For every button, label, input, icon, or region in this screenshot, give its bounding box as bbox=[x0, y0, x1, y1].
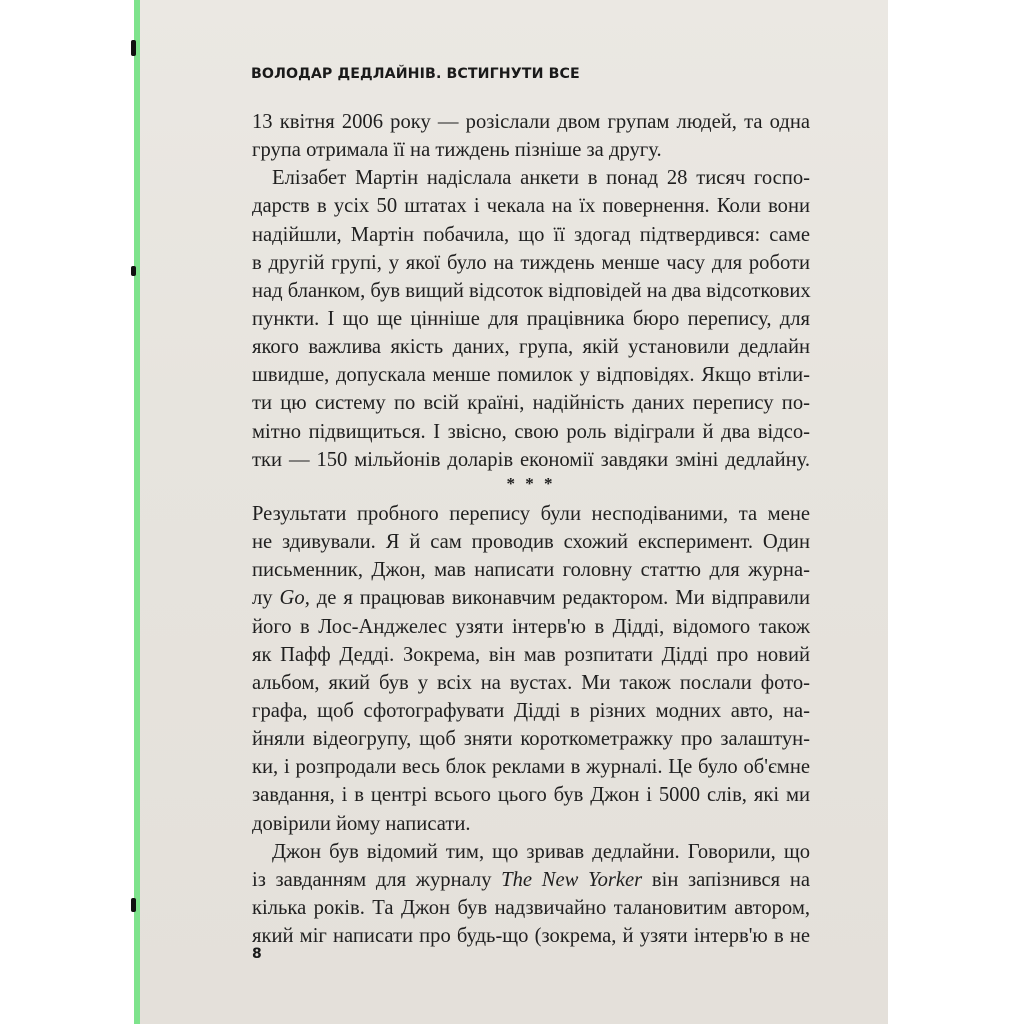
text-line: який міг написати про будь-що (зокрема, й узяти інтерв'ю в не bbox=[252, 925, 810, 948]
text-segment: він запізнився на bbox=[642, 868, 810, 891]
text-line: йняли відеогрупу, щоб зняти короткометражку про залаштун- bbox=[252, 728, 810, 751]
edge-mark bbox=[131, 898, 136, 912]
text-line: дарств в усіх 50 штатах і чекала на їх повернення. Коли вони bbox=[252, 195, 810, 218]
text-line: письменник, Джон, мав написати головну статтю для журна- bbox=[252, 559, 810, 582]
text-line: графа, щоб сфотографувати Дідді в різних модних авто, на- bbox=[252, 699, 810, 722]
text-line: ти цю систему по всій країні, надійність даних перепису по- bbox=[252, 392, 810, 415]
magazine-title-go: Go, bbox=[279, 587, 310, 610]
text-line-with-italic bbox=[252, 584, 810, 612]
text-line: кілька років. Та Джон був надзвичайно талановитим автором, bbox=[252, 896, 810, 919]
running-head: ВОЛОДАР ДЕДЛАЙНІВ. ВСТИГНУТИ ВСЕ bbox=[251, 66, 580, 82]
text-line: група отримала її на тиждень пізніше за другу. bbox=[252, 139, 662, 162]
text-line: Результати пробного перепису були несподіваними, та мене bbox=[252, 503, 810, 525]
text-line: надійшли, Мартін побачила, що її здогад підтвердився: саме bbox=[252, 223, 810, 246]
text-line: швидше, допускала менше помилок у відповідях. Якщо втіли- bbox=[252, 364, 810, 387]
text-line: тки — 150 мільйонів доларів економії завдяки зміні дедлайну. bbox=[252, 448, 810, 471]
text-line: як Пафф Дедді. Зокрема, він мав розпитати Дідді про новий bbox=[252, 643, 810, 666]
text-segment: де я працював виконавчим редактором. Ми відправили bbox=[309, 587, 810, 610]
text-line: не здивували. Я й сам проводив схожий експеримент. Один bbox=[252, 531, 810, 554]
text-line: Джон був відомий тим, що зривав дедлайни. Говорили, що bbox=[272, 840, 810, 863]
text-line: 13 квітня 2006 року — розіслали двом групам людей, та одна bbox=[252, 111, 810, 133]
paragraph-block-2 bbox=[252, 500, 810, 950]
edge-mark bbox=[131, 40, 136, 56]
text-line: альбом, який був у всіх на вустах. Ми також послали фото- bbox=[252, 671, 810, 694]
text-line: ки, і розпродали весь блок реклами в журналі. Це було об'ємне bbox=[252, 756, 810, 779]
text-segment: лу bbox=[252, 587, 280, 610]
text-line: Елізабет Мартін надіслала анкети в понад 28 тисяч госпо- bbox=[272, 167, 810, 190]
section-separator: * * * bbox=[506, 474, 556, 493]
text-line: завдання, і в центрі всього цього був Джон і 5000 слів, які ми bbox=[252, 784, 810, 807]
text-line: в другій групі, у якої було на тиждень менше часу для роботи bbox=[252, 251, 810, 274]
page-edge-green-strip bbox=[134, 0, 140, 1024]
text-line: якого важлива якість даних, група, якій установили дедлайн bbox=[252, 336, 810, 359]
text-line: над бланком, був вищий відсоток відповідей на два відсоткових bbox=[252, 279, 811, 302]
text-line: пункти. І що ще цінніше для працівника бюро перепису, для bbox=[252, 307, 810, 330]
text-segment: із завданням для журналу bbox=[252, 868, 502, 891]
magazine-title-new-yorker: The New Yorker bbox=[501, 868, 643, 891]
text-line: його в Лос-Анджелес узяти інтерв'ю в Дідді, відомого також bbox=[252, 615, 810, 638]
paragraph-block-1 bbox=[252, 108, 810, 474]
page-number: 8 bbox=[252, 946, 262, 962]
edge-mark bbox=[131, 266, 136, 276]
text-line: довірили йому написати. bbox=[252, 812, 471, 835]
text-line-with-italic bbox=[252, 866, 810, 894]
text-line: мітно підвищиться. І звісно, свою роль відіграли й два відсо- bbox=[252, 420, 810, 443]
